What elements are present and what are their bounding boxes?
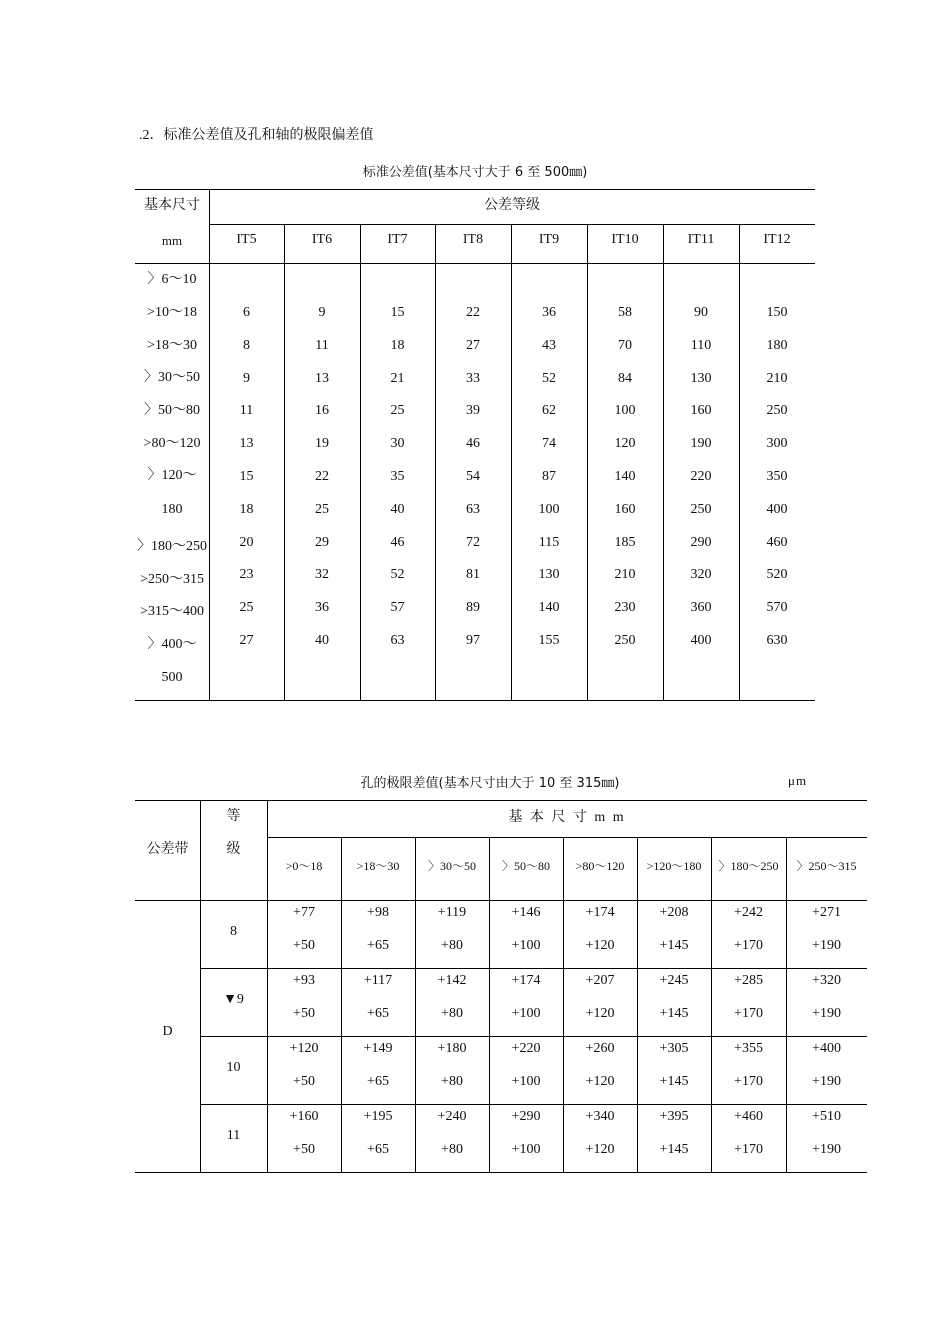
- table-cell: 210: [614, 567, 636, 583]
- lower-deviation: +145: [659, 1074, 689, 1089]
- grade-header: IT11: [687, 232, 715, 247]
- upper-deviation: +77: [293, 905, 315, 920]
- t2-header-band: 公差带: [146, 842, 189, 857]
- lower-deviation: +65: [367, 1142, 389, 1157]
- upper-deviation: +290: [511, 1109, 541, 1124]
- upper-deviation: +305: [659, 1041, 689, 1056]
- table-cell: 74: [542, 436, 556, 452]
- upper-deviation: +160: [289, 1109, 319, 1124]
- grade-label: 8: [230, 924, 237, 939]
- lower-deviation: +145: [659, 1142, 689, 1157]
- upper-deviation: +180: [437, 1041, 467, 1056]
- table-cell: 39: [466, 403, 480, 419]
- table1-caption: 标准公差值(基本尺寸大于 6 至 500㎜): [362, 165, 588, 180]
- lower-deviation: +100: [511, 1074, 541, 1089]
- table-cell: 89: [466, 600, 480, 616]
- table-cell: 155: [538, 633, 560, 648]
- table-cell: 36: [315, 600, 329, 616]
- table-cell: 11: [239, 403, 254, 419]
- upper-deviation: +271: [812, 905, 841, 920]
- table-cell: 300: [766, 436, 788, 452]
- lower-deviation: +50: [293, 938, 315, 953]
- upper-deviation: +320: [812, 973, 841, 988]
- table-cell: 220: [690, 469, 712, 484]
- size-col-header: 〉50～80: [501, 859, 550, 873]
- table-cell: 32: [315, 567, 329, 583]
- table-cell: 33: [466, 370, 480, 386]
- t1-header-unit: mm: [161, 233, 183, 248]
- table-cell: 150: [766, 305, 788, 320]
- table-cell: 52: [390, 567, 405, 583]
- upper-deviation: +208: [659, 905, 689, 920]
- grade-header: IT9: [538, 232, 560, 247]
- table-cell: 27: [239, 633, 254, 648]
- size-label: 〉180～250: [137, 539, 207, 554]
- lower-deviation: +145: [659, 938, 689, 953]
- table-cell: 36: [542, 305, 556, 320]
- lower-deviation: +190: [812, 938, 841, 953]
- table-cell: 97: [466, 633, 480, 648]
- table-cell: 23: [239, 567, 254, 583]
- upper-deviation: +142: [437, 973, 467, 988]
- lower-deviation: +145: [659, 1006, 689, 1021]
- lower-deviation: +100: [511, 1006, 541, 1021]
- table-cell: 100: [538, 501, 560, 517]
- size-col-header: >120～180: [646, 859, 702, 873]
- table-cell: 115: [538, 534, 560, 550]
- table-cell: 15: [239, 469, 254, 484]
- table-cell: 52: [542, 370, 556, 386]
- lower-deviation: +100: [511, 938, 541, 953]
- table-cell: 190: [690, 436, 712, 452]
- t2-band-d: D: [162, 1024, 173, 1039]
- upper-deviation: +245: [659, 973, 689, 988]
- table-cell: 130: [538, 567, 560, 583]
- upper-deviation: +285: [734, 973, 763, 988]
- table-cell: 110: [690, 337, 712, 353]
- lower-deviation: +50: [293, 1006, 315, 1021]
- upper-deviation: +174: [585, 905, 615, 920]
- table-cell: 18: [239, 501, 254, 517]
- lower-deviation: +120: [585, 1074, 615, 1089]
- table-cell: 25: [390, 403, 405, 419]
- upper-deviation: +149: [363, 1041, 393, 1056]
- grade-header: IT10: [611, 232, 639, 247]
- size-label: 500: [161, 670, 183, 685]
- table-cell: 40: [315, 633, 329, 648]
- size-label: >315～400: [140, 604, 204, 619]
- table-cell: 185: [614, 534, 636, 550]
- grade-header: IT8: [462, 232, 484, 247]
- size-label: >80～120: [143, 436, 201, 451]
- table-cell: 520: [766, 567, 788, 583]
- lower-deviation: +80: [441, 1006, 463, 1021]
- grade-header: IT12: [763, 232, 791, 247]
- table-cell: 57: [390, 600, 405, 616]
- table-cell: 11: [315, 337, 329, 353]
- lower-deviation: +65: [367, 938, 389, 953]
- table-cell: 21: [390, 370, 405, 386]
- grade-header: IT7: [387, 232, 408, 247]
- table-cell: 54: [466, 469, 480, 484]
- table-cell: 81: [466, 567, 480, 583]
- size-col-header: >18～30: [356, 859, 400, 873]
- table-cell: 90: [694, 305, 708, 320]
- upper-deviation: +220: [511, 1041, 541, 1056]
- table-cell: 250: [690, 501, 712, 517]
- upper-deviation: +93: [293, 973, 315, 988]
- table-cell: 230: [614, 600, 636, 616]
- lower-deviation: +80: [441, 1074, 463, 1089]
- table-cell: 250: [614, 633, 636, 648]
- lower-deviation: +120: [585, 938, 615, 953]
- table-cell: 160: [690, 403, 712, 419]
- size-label: 〉30～50: [144, 370, 200, 385]
- section-title: .2．标准公差值及孔和轴的极限偏差值: [139, 128, 374, 143]
- table-cell: 84: [618, 370, 632, 386]
- t1-header-grade: 公差等级: [484, 198, 540, 213]
- lower-deviation: +50: [293, 1074, 315, 1089]
- size-label: >18～30: [147, 338, 197, 353]
- table-cell: 63: [466, 501, 480, 517]
- table-cell: 20: [239, 534, 254, 550]
- lower-deviation: +120: [585, 1006, 615, 1021]
- table-cell: 360: [690, 600, 712, 616]
- table-cell: 46: [466, 436, 480, 452]
- table-cell: 25: [315, 501, 329, 517]
- table-cell: 58: [618, 305, 632, 320]
- table-cell: 570: [766, 600, 788, 616]
- table-cell: 15: [390, 305, 405, 320]
- upper-deviation: +242: [734, 905, 763, 920]
- table-cell: 22: [466, 305, 480, 320]
- size-label: 〉400～: [147, 637, 197, 652]
- table-cell: 22: [315, 469, 329, 484]
- lower-deviation: +65: [367, 1006, 389, 1021]
- table-cell: 8: [243, 337, 250, 353]
- table2-caption: 孔的极限差值(基本尺寸由大于 10 至 315㎜): [360, 776, 620, 791]
- table-cell: 13: [315, 370, 329, 386]
- table2-unit: μm: [788, 773, 808, 788]
- table-cell: 25: [239, 600, 254, 616]
- table-cell: 70: [618, 337, 632, 353]
- lower-deviation: +50: [293, 1142, 315, 1157]
- t2-header-grade-1: 等: [226, 809, 241, 824]
- upper-deviation: +395: [659, 1109, 689, 1124]
- size-label: >250～315: [140, 572, 204, 587]
- size-col-header: >0～18: [285, 859, 323, 873]
- table-cell: 140: [614, 469, 636, 484]
- upper-deviation: +195: [363, 1109, 393, 1124]
- size-label: 〉6～10: [147, 272, 197, 287]
- table-cell: 130: [690, 370, 712, 386]
- table-cell: 290: [690, 534, 712, 550]
- size-label: 180: [161, 502, 183, 517]
- upper-deviation: +120: [289, 1041, 319, 1056]
- upper-deviation: +400: [812, 1041, 841, 1056]
- table-cell: 27: [466, 337, 480, 353]
- lower-deviation: +170: [734, 1006, 763, 1021]
- size-col-header: 〉180～250: [718, 859, 779, 873]
- upper-deviation: +174: [511, 973, 541, 988]
- table-cell: 40: [390, 501, 405, 517]
- size-col-header: >80～120: [575, 859, 625, 873]
- lower-deviation: +120: [585, 1142, 615, 1157]
- grade-header: IT6: [311, 232, 333, 247]
- table-cell: 87: [542, 469, 556, 484]
- lower-deviation: +170: [734, 1142, 763, 1157]
- table-cell: 400: [690, 633, 712, 648]
- upper-deviation: +355: [734, 1041, 763, 1056]
- table-cell: 180: [766, 337, 788, 353]
- grade-label: 11: [226, 1128, 241, 1143]
- grade-header: IT5: [236, 232, 257, 247]
- grade-label: 10: [226, 1060, 241, 1075]
- lower-deviation: +100: [511, 1142, 541, 1157]
- upper-deviation: +119: [437, 905, 467, 920]
- lower-deviation: +170: [734, 1074, 763, 1089]
- table-cell: 18: [390, 337, 405, 353]
- grade-label: ▼9: [223, 992, 244, 1007]
- lower-deviation: +190: [812, 1074, 841, 1089]
- upper-deviation: +146: [511, 905, 541, 920]
- table-cell: 460: [766, 534, 788, 550]
- size-label: >10～18: [147, 305, 197, 320]
- upper-deviation: +340: [585, 1109, 615, 1124]
- table-cell: 630: [766, 633, 788, 648]
- upper-deviation: +240: [437, 1109, 467, 1124]
- table-cell: 29: [315, 534, 329, 550]
- lower-deviation: +80: [441, 938, 463, 953]
- upper-deviation: +117: [363, 973, 393, 988]
- size-label: 〉50～80: [144, 403, 200, 418]
- lower-deviation: +80: [441, 1142, 463, 1157]
- table-cell: 6: [243, 305, 250, 320]
- table-cell: 43: [542, 337, 556, 353]
- table-cell: 62: [542, 403, 556, 419]
- table-cell: 250: [766, 403, 788, 419]
- table-cell: 9: [318, 305, 326, 320]
- upper-deviation: +207: [585, 973, 615, 988]
- table-cell: 350: [766, 469, 788, 484]
- table-cell: 120: [614, 436, 636, 452]
- t2-header-size: 基 本 尺 寸 m m: [508, 810, 626, 825]
- upper-deviation: +260: [585, 1041, 615, 1056]
- table-cell: 35: [390, 469, 405, 484]
- table-cell: 13: [239, 436, 254, 452]
- upper-deviation: +510: [812, 1109, 841, 1124]
- size-label: 〉120～: [147, 468, 197, 483]
- table-cell: 160: [614, 501, 636, 517]
- lower-deviation: +190: [812, 1006, 841, 1021]
- t1-header-size: 基本尺寸: [144, 198, 200, 213]
- lower-deviation: +65: [367, 1074, 389, 1089]
- size-col-header: 〉250～315: [796, 859, 857, 873]
- table-cell: 16: [315, 403, 329, 419]
- t2-header-grade-2: 级: [226, 842, 241, 857]
- upper-deviation: +98: [367, 905, 389, 920]
- table-cell: 30: [390, 436, 405, 452]
- table-cell: 140: [538, 600, 560, 616]
- size-col-header: 〉30～50: [427, 859, 476, 873]
- table-cell: 210: [766, 370, 788, 386]
- upper-deviation: +460: [734, 1109, 763, 1124]
- table-cell: 400: [766, 501, 788, 517]
- table-cell: 19: [315, 436, 329, 452]
- lower-deviation: +190: [812, 1142, 841, 1157]
- table-cell: 63: [390, 633, 405, 648]
- lower-deviation: +170: [734, 938, 763, 953]
- table-cell: 320: [690, 567, 712, 583]
- table-cell: 100: [614, 403, 636, 419]
- table-cell: 72: [466, 534, 480, 550]
- table-cell: 46: [390, 534, 405, 550]
- table-cell: 9: [243, 370, 250, 386]
